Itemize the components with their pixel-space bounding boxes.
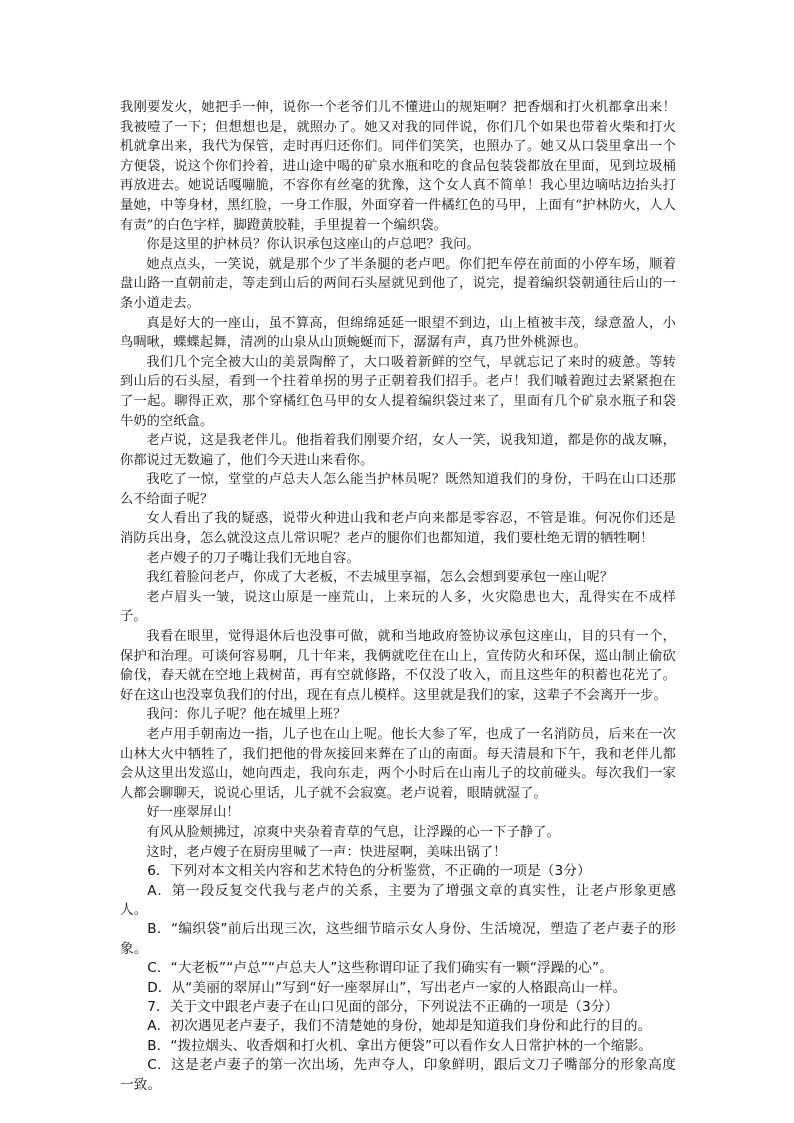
question-6-option-a: A．第一段反复交代我与老卢的关系，主要为了增强文章的真实性，让老卢形象更感人。 [120,882,676,918]
paragraph-6: 老卢说，这是我老伴儿。他指着我们刚要介绍，女人一笑，说我知道，都是你的战友嘛，你都说过无数遍了，他们今天进山来看你。 [120,433,676,468]
paragraph-10: 我红着脸问老卢，你成了大老板，不去城里享福，怎么会想到要承包一座山呢？ [146,570,614,586]
paragraph-7: 我吃了一惊，堂堂的卢总夫人怎么能当护林员呢？既然知道我们的身份，干吗在山口还那么不给面子呢？ [120,472,676,507]
question-7-option-c: C．这是老卢妻子的第一次出场，先声夺人，印象鲜明，跟后文刀子嘴部分的形象高度一致。 [120,1057,676,1093]
question-7-stem: 7．关于文中跟老卢妻子在山口见面的部分，下列说法不正确的一项是（3分） [147,999,619,1015]
paragraph-16: 有风从脸颊拂过，凉爽中夹杂着青草的气息，让浮躁的心一下子静了。 [146,824,560,840]
question-6-stem: 6．下列对本文相关内容和艺术特色的分析鉴赏，不正确的一项是（3分） [147,863,591,880]
paragraph-9: 老卢嫂子的刀子嘴让我们无地自容。 [146,550,360,566]
paragraph-17: 这时，老卢嫂子在厨房里喊了一声：快进屋啊，美味出锅了！ [146,844,507,860]
question-6-option-d: D．从“美丽的翠屏山”写到“好一座翠屏山”，写出老卢一家的人格跟高山一样。 [147,979,627,996]
paragraph-2: 你是这里的护林员？你认识承包这座山的卢总吧？我问。 [146,237,480,253]
paragraph-13: 我问：你儿子呢？他在城里上班？ [146,707,347,723]
paragraph-12: 我看在眼里，觉得退休后也没事可做，就和当地政府签协议承包这座山，目的只有一个，保护和治理。可谈何容易啊，几十年来，我俩就吃住在山上，宣传防火和环保，巡山制止偷砍偷伐，春天就在空地上栽树苗，再有空就修路，不仅没了收入，而且这些年的积蓄也花光了。好在这山也没辜负我们的付出，现在有点儿模样。这里就是我们的家，这辈子不会离开一步。 [120,629,676,703]
question-7-option-a: A．初次遇见老卢妻子，我们不清楚她的身份，她却是知道我们身份和此行的目的。 [147,1018,652,1035]
paragraph-1: 我刚要发火，她把手一伸，说你一个老爷们儿不懂进山的规矩啊？把香烟和打火机都拿出来！我被噎了一下；但想想也是，就照办了。她又对我的同伴说，你们几个如果也带着火柴和打火机就拿出来，我代为保管，走时再归还你们。同伴们笑笑，也照办了。她又从口袋里拿出一个方便袋，说这个你们拎着，进山途中喝的矿泉水瓶和吃的食品包装袋都放在里面，见到垃圾桶再放进去。她说话嘎嘣脆，不容你有丝毫的犹豫，这个女人真不简单！我心里边嘀咕边抬头打量她，中等身材，黑红脸，一身工作服，外面穿着一件橘红色的马甲，上面有“护林防火，人人有责”的白色字样，脚蹬黄胶鞋，手里提着一个编织袋。 [120,100,676,233]
paragraph-15: 好一座翠屏山！ [146,805,240,821]
document-page [120,98,676,1095]
question-6-option-b: B．“编织袋”前后出现三次，这些细节暗示女人身份、生活境况，塑造了老卢妻子的形象。 [120,921,676,957]
paragraph-8: 女人看出了我的疑惑，说带火种进山我和老卢向来都是零容忍，不管是谁。何况你们还是消防兵出身，怎么就没这点儿常识呢？老卢的腿你们也都知道，我们要杜绝无谓的牺牲啊！ [120,511,676,547]
paragraph-14: 老卢用手朝南边一指，儿子也在山上呢。他长大参了军，也成了一名消防员，后来在一次山林大火中牺牲了，我们把他的骨灰接回来葬在了山的南面。每天清晨和下午，我和老伴儿都会从这里出发巡山，她向西走，我向东走，两个小时后在山南儿子的坟前碰头。每次我们一家人都会聊聊天，说说心里话，儿子就不会寂寞。老卢说着，眼睛就湿了。 [120,727,676,801]
article-body [120,98,676,862]
paragraph-3: 她点点头，一笑说，就是那个少了半条腿的老卢吧。你们把车停在前面的小停车场，顺着盘山路一直朝前走，等走到山后的两间石头屋就见到他了，说完，提着编织袋朝通往后山的一条小道走去。 [120,256,676,311]
question-6-option-c: C．“大老板”“卢总”“卢总夫人”这些称谓印证了我们确实有一颗“浮躁的心”。 [147,960,613,977]
paragraph-5: 我们几个完全被大山的美景陶醉了，大口吸着新鲜的空气，早就忘记了来时的疲惫。等转到山后的石头屋，看到一个拄着单拐的男子正朝着我们招手。老卢！我们嘁着跑过去紧紧抱在了一起。聊得正欢，那个穿橘红色马甲的女人提着编织袋过来了，里面有几个矿泉水瓶子和袋牛奶的空纸盒。 [120,354,676,429]
paragraph-4: 真是好大的一座山，虽不算高，但绵绵延延一眼望不到边，山上植被丰茂，绿意盈人，小鸟啁啾，蝶蝶起舞，清冽的山泉从山顶蜿蜒而下，潺潺有声，真乃世外桃源也。 [120,315,676,351]
paragraph-11: 老卢眉头一皱，说这山原是一座荒山，上来玩的人多，火灾隐患也大，乱得实在不成样子。 [120,589,676,625]
question-7-option-b: B．“拨拉烟头、收香烟和打火机、拿出方便袋”可以看作女人日常护林的一个缩影。 [147,1037,653,1054]
questions-section [120,862,676,1095]
